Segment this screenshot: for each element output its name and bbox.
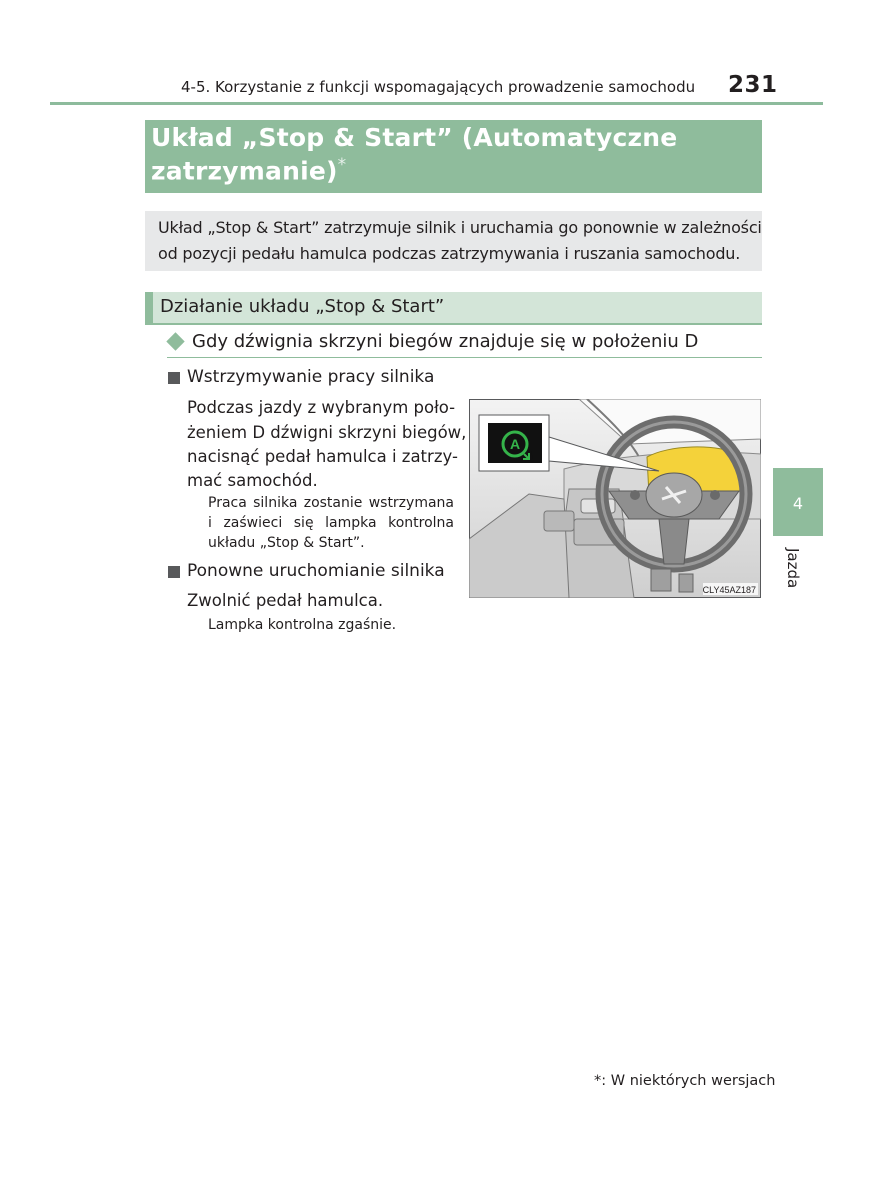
footnote-marker: * [337, 155, 347, 175]
intro-line-2: od pozycji pedału hamulca podczas zatrzymywania i ruszania samochodu. [158, 244, 741, 263]
intro-line-1: Układ „Stop & Start” zatrzymuje silnik i uruchamia go ponownie w zależności [158, 218, 762, 237]
item-heading-restart: Ponowne uruchomianie silnika [187, 561, 445, 581]
intro-box [145, 211, 762, 271]
diamond-bullet-icon [166, 332, 184, 350]
indicator-letter: A [509, 436, 521, 452]
subsection-rule [167, 357, 762, 358]
item-note-line: Praca silnika zostanie wstrzymana [208, 495, 454, 511]
chapter-label: Jazda [784, 548, 802, 589]
item-note-line: Lampka kontrolna zgaśnie. [208, 617, 397, 633]
subsection-title: Gdy dźwignia skrzyni biegów znajduje się w położeniu D [192, 331, 699, 352]
item-body-line: Podczas jazdy z wybranym poło- [187, 398, 456, 417]
square-bullet-icon [168, 566, 180, 578]
page-title-line-2-text: zatrzymanie) [151, 156, 338, 186]
section-header [145, 292, 762, 325]
chapter-number: 4 [792, 494, 804, 513]
page-title-line-2 [151, 155, 346, 185]
running-head: 4-5. Korzystanie z funkcji wspomagających prowadzenie samochodu [181, 78, 696, 96]
item-note-line: układu „Stop & Start”. [208, 535, 365, 551]
chapter-title-block [145, 120, 762, 193]
dashboard-illustration [469, 399, 761, 598]
section-header-bar [145, 292, 153, 323]
square-bullet-icon [168, 372, 180, 384]
item-heading-stop: Wstrzymywanie pracy silnika [187, 367, 435, 387]
item-note-line: i zaświeci się lampka kontrolna [208, 515, 454, 531]
page-title-line-1: Układ „Stop & Start” (Automatyczne [151, 123, 678, 152]
section-title: Działanie układu „Stop & Start” [160, 296, 445, 317]
figure-code: CLY45AZ187 [702, 585, 756, 595]
item-body-line: nacisnąć pedał hamulca i zatrzy- [187, 447, 458, 466]
item-body-line: żeniem D dźwigni skrzyni biegów, [187, 423, 467, 442]
chapter-tab [773, 468, 823, 536]
stop-start-indicator-icon [488, 423, 542, 463]
item-body-line: Zwolnić pedał hamulca. [187, 591, 384, 610]
header-rule [50, 102, 823, 105]
item-body-line: mać samochód. [187, 471, 318, 490]
footnote: *: W niektórych wersjach [594, 1073, 776, 1089]
page-number: 231 [728, 72, 778, 98]
